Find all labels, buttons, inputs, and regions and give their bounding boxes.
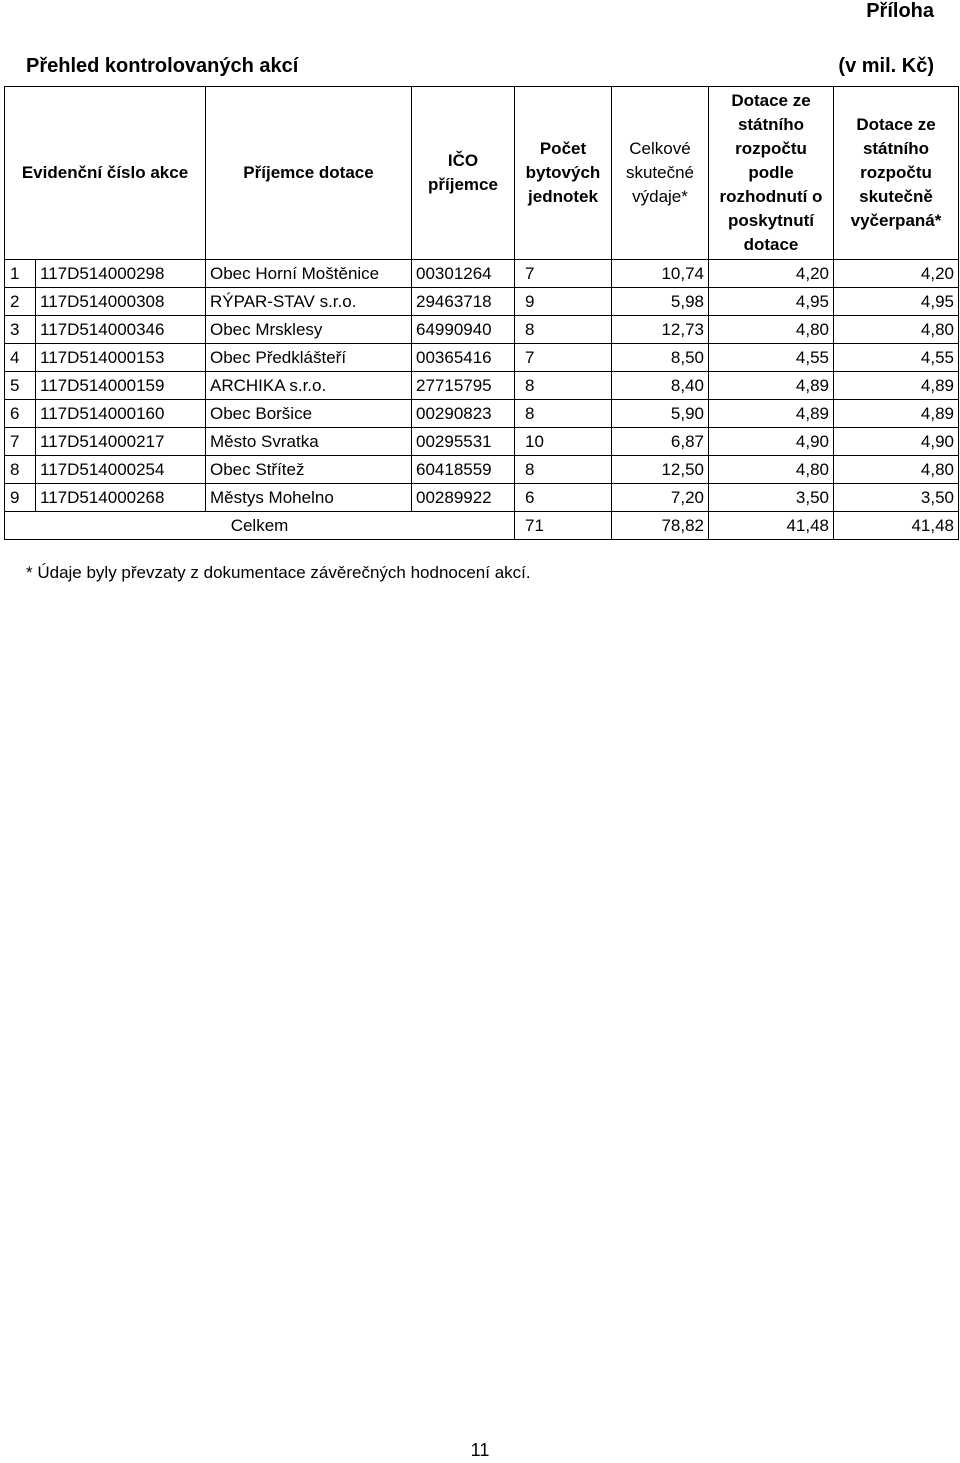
evidence-number-cell: 117D514000217 (36, 428, 206, 456)
units-cell: 8 (515, 456, 612, 484)
units-note: (v mil. Kč) (838, 55, 934, 77)
row-number: 1 (5, 260, 36, 288)
subsidy-drawn-cell: 4,90 (834, 428, 959, 456)
subsidy-drawn-cell: 4,95 (834, 288, 959, 316)
total-costs-sum-cell: 78,82 (612, 512, 709, 540)
units-cell: 9 (515, 288, 612, 316)
units-cell: 7 (515, 260, 612, 288)
ico-cell: 00295531 (412, 428, 515, 456)
row-number: 3 (5, 316, 36, 344)
subsidy-drawn-cell: 4,89 (834, 372, 959, 400)
recipient-cell: Obec Horní Moštěnice (206, 260, 412, 288)
table-row (5, 316, 959, 344)
recipient-cell: Město Svratka (206, 428, 412, 456)
subsidy-decision-cell: 4,89 (709, 400, 834, 428)
table-header-row (5, 87, 959, 260)
total-label: Celkem (5, 512, 515, 540)
subsidy-decision-cell: 4,80 (709, 316, 834, 344)
total-row (5, 512, 959, 540)
total-costs-cell: 8,40 (612, 372, 709, 400)
table-row (5, 372, 959, 400)
subsidy-drawn-cell: 4,89 (834, 400, 959, 428)
subsidy-decision-cell: 4,20 (709, 260, 834, 288)
units-cell: 7 (515, 344, 612, 372)
total-subsidy-decision-cell: 41,48 (709, 512, 834, 540)
evidence-number-cell: 117D514000160 (36, 400, 206, 428)
table-row (5, 428, 959, 456)
evidence-number-cell: 117D514000153 (36, 344, 206, 372)
ico-cell: 00301264 (412, 260, 515, 288)
units-cell: 8 (515, 372, 612, 400)
row-number: 4 (5, 344, 36, 372)
table-row (5, 288, 959, 316)
subsidy-drawn-cell: 4,80 (834, 456, 959, 484)
units-cell: 10 (515, 428, 612, 456)
recipient-cell: RÝPAR-STAV s.r.o. (206, 288, 412, 316)
recipient-cell: Městys Mohelno (206, 484, 412, 512)
subsidy-drawn-cell: 4,80 (834, 316, 959, 344)
table-row (5, 484, 959, 512)
ico-cell: 27715795 (412, 372, 515, 400)
ico-cell: 00290823 (412, 400, 515, 428)
total-subsidy-drawn-cell: 41,48 (834, 512, 959, 540)
total-costs-cell: 5,90 (612, 400, 709, 428)
evidence-number-cell: 117D514000298 (36, 260, 206, 288)
subsidy-drawn-cell: 4,20 (834, 260, 959, 288)
appendix-label: Příloha (866, 0, 934, 22)
subsidy-decision-cell: 4,80 (709, 456, 834, 484)
row-number: 9 (5, 484, 36, 512)
evidence-number-cell: 117D514000159 (36, 372, 206, 400)
page-title: Přehled kontrolovaných akcí (26, 55, 299, 77)
table-row (5, 344, 959, 372)
total-costs-cell: 8,50 (612, 344, 709, 372)
column-header-recipient: Příjemce dotace (206, 87, 412, 260)
units-cell: 6 (515, 484, 612, 512)
row-number: 7 (5, 428, 36, 456)
inspected-actions-table (4, 86, 959, 540)
recipient-cell: ARCHIKA s.r.o. (206, 372, 412, 400)
recipient-cell: Obec Mrsklesy (206, 316, 412, 344)
units-cell: 8 (515, 400, 612, 428)
subsidy-decision-cell: 4,89 (709, 372, 834, 400)
column-header-subsidy-decision: Dotace ze státního rozpočtu podle rozhodnutí o poskytnutí dotace (709, 87, 834, 260)
row-number: 2 (5, 288, 36, 316)
units-cell: 8 (515, 316, 612, 344)
column-header-total-costs: Celkové skutečné výdaje* (612, 87, 709, 260)
column-header-ico: IČO příjemce (412, 87, 515, 260)
page-number: 11 (470, 1440, 490, 1460)
ico-cell: 60418559 (412, 456, 515, 484)
subsidy-decision-cell: 3,50 (709, 484, 834, 512)
subsidy-drawn-cell: 3,50 (834, 484, 959, 512)
ico-cell: 00289922 (412, 484, 515, 512)
recipient-cell: Obec Střítež (206, 456, 412, 484)
column-header-evidence-number: Evidenční číslo akce (5, 87, 206, 260)
row-number: 5 (5, 372, 36, 400)
table-row (5, 260, 959, 288)
row-number: 8 (5, 456, 36, 484)
column-header-subsidy-drawn: Dotace ze státního rozpočtu skutečně vyčerpaná* (834, 87, 959, 260)
total-costs-cell: 12,73 (612, 316, 709, 344)
total-units-cell: 71 (515, 512, 612, 540)
ico-cell: 29463718 (412, 288, 515, 316)
column-header-units: Počet bytových jednotek (515, 87, 612, 260)
evidence-number-cell: 117D514000254 (36, 456, 206, 484)
evidence-number-cell: 117D514000308 (36, 288, 206, 316)
total-costs-cell: 12,50 (612, 456, 709, 484)
total-costs-cell: 10,74 (612, 260, 709, 288)
table-row (5, 456, 959, 484)
subsidy-decision-cell: 4,55 (709, 344, 834, 372)
total-costs-cell: 6,87 (612, 428, 709, 456)
ico-cell: 64990940 (412, 316, 515, 344)
footnote: * Údaje byly převzaty z dokumentace závěrečných hodnocení akcí. (26, 563, 531, 582)
ico-cell: 00365416 (412, 344, 515, 372)
recipient-cell: Obec Boršice (206, 400, 412, 428)
subsidy-drawn-cell: 4,55 (834, 344, 959, 372)
evidence-number-cell: 117D514000346 (36, 316, 206, 344)
total-costs-cell: 7,20 (612, 484, 709, 512)
evidence-number-cell: 117D514000268 (36, 484, 206, 512)
recipient-cell: Obec Předklášteří (206, 344, 412, 372)
total-costs-cell: 5,98 (612, 288, 709, 316)
subsidy-decision-cell: 4,95 (709, 288, 834, 316)
subsidy-decision-cell: 4,90 (709, 428, 834, 456)
row-number: 6 (5, 400, 36, 428)
table-row (5, 400, 959, 428)
